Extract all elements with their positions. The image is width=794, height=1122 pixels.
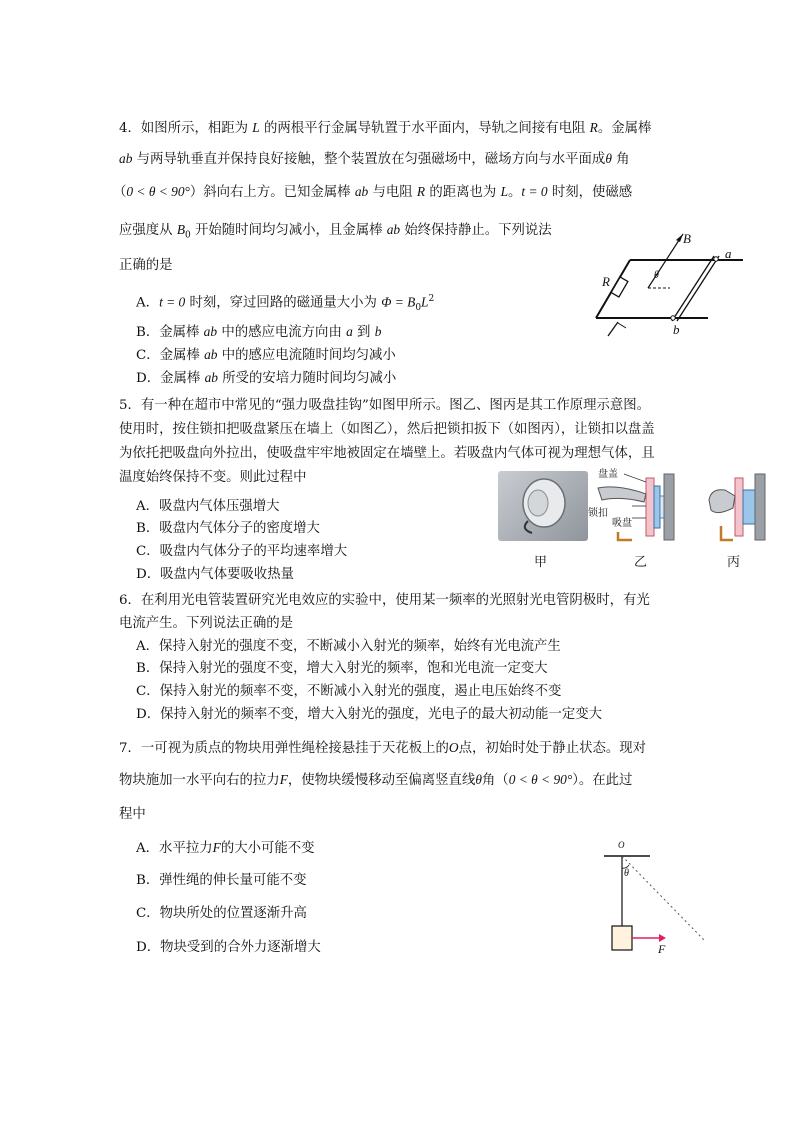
- label-R: R: [602, 274, 610, 289]
- q4-line-2: [119, 150, 630, 169]
- text: 点，初始时处于静止状态。现对: [458, 741, 647, 756]
- q4-option-a: [136, 290, 434, 317]
- caption-bing: 丙: [727, 555, 741, 570]
- hook-icon: [721, 526, 733, 540]
- block-icon: [612, 926, 632, 950]
- text: 。金属棒: [597, 121, 652, 136]
- label-buckle: 锁扣: [588, 508, 608, 519]
- text: A．水平拉力: [136, 841, 213, 856]
- q7-option-c: C．物块所处的位置逐渐升高: [136, 906, 307, 921]
- q7-option-b: B．弹性绳的伸长量可能不变: [136, 873, 307, 888]
- text: F: [212, 840, 221, 855]
- suction-diagram-yi: [588, 466, 698, 546]
- text: L: [500, 184, 509, 199]
- q4-option-d: [136, 369, 396, 388]
- resistor-icon: [611, 277, 628, 297]
- text: 中的感应电流随时间均匀减小: [217, 348, 396, 363]
- wall-icon: [755, 474, 765, 540]
- label-cover: 盘盖: [598, 469, 618, 480]
- caption-jia: 甲: [534, 555, 548, 570]
- text: L: [421, 294, 429, 310]
- text: 始终保持静止。下列说法: [400, 223, 552, 238]
- text: 所受的安培力随时间均匀减小: [217, 371, 397, 386]
- text: （: [113, 185, 127, 200]
- text: B．金属棒: [136, 325, 204, 340]
- q5-line-4: 温度始终保持不变。则此过程中: [119, 470, 307, 485]
- text: 2: [428, 294, 435, 304]
- text: 与电阻: [368, 185, 417, 200]
- text: ab: [203, 324, 218, 339]
- text: 0 < θ < 90°: [126, 184, 190, 199]
- text: ，使物块缓慢移动至偏离竖直线: [287, 773, 476, 788]
- text: 的两根平行金属导轨置于水平面内，导轨之间接有电阻: [259, 121, 590, 136]
- text: ab: [204, 347, 218, 362]
- text: ab: [354, 184, 369, 199]
- text: θ: [475, 772, 482, 787]
- q7-line-2: [119, 771, 632, 790]
- q6-line-1: 6．在利用光电管装置研究光电效应的实验中，使用某一频率的光照射光电管阴极时，有光: [119, 593, 650, 608]
- suction-hook-photo: [498, 471, 588, 541]
- text: 时刻，穿过回路的磁通量大小为: [185, 295, 382, 311]
- q4-line-3: [113, 183, 632, 202]
- caption-yi: 乙: [634, 555, 648, 570]
- label-b: b: [673, 322, 680, 337]
- text: 应强度从: [119, 223, 177, 238]
- hook-icon: [618, 532, 632, 540]
- q6-line-2: 电流产生。下列说法正确的是: [119, 616, 294, 631]
- q4-line-5: 正确的是: [119, 258, 173, 273]
- text: a: [346, 324, 353, 339]
- q7-option-d: D．物块受到的合外力逐渐增大: [136, 940, 321, 955]
- rail-tick: [618, 323, 626, 328]
- rail-extension: [608, 322, 618, 336]
- deflected-rope: [622, 856, 704, 940]
- text: 4．如图所示，相距为: [119, 121, 253, 136]
- label-theta: θ: [624, 868, 629, 879]
- q6-option-b: B．保持入射光的强度不变，增大入射光的频率，饱和光电流一定变大: [136, 661, 548, 676]
- q5-line-2: 使用时，按住锁扣把吸盘紧压在墙上（如图乙），然后把锁扣扳下（如图丙），让锁扣以盘盖: [119, 422, 655, 437]
- text: C．金属棒: [136, 348, 205, 363]
- q7-line-1: [119, 739, 646, 758]
- label-a: a: [725, 246, 732, 261]
- q5-line-1: 5．有一种在超市中常见的“强力吸盘挂钩”如图甲所示。图乙、图丙是其工作原理示意图。: [119, 398, 651, 413]
- text: b: [374, 324, 382, 339]
- force-arrow-head: [659, 934, 666, 942]
- label-F: F: [658, 942, 666, 956]
- label-B: B: [683, 231, 691, 246]
- text: 到: [352, 325, 375, 340]
- text: 0 < θ < 90°: [508, 772, 573, 787]
- rod-end-a: [714, 257, 718, 261]
- arrow-head-icon: [676, 234, 683, 242]
- lock-buckle-icon: [598, 487, 646, 502]
- q4-rail-figure: [588, 228, 758, 343]
- text: 角（: [481, 773, 509, 788]
- q6-option-a: A．保持入射光的强度不变，不断减小入射光的频率，始终有光电流产生: [136, 639, 561, 654]
- metal-rod: [672, 256, 714, 321]
- q5-option-c: C．吸盘内气体分子的平均速率增大: [136, 544, 348, 559]
- rod-end-b: [671, 316, 675, 320]
- text: ab: [204, 370, 218, 385]
- label-theta: θ: [654, 270, 659, 281]
- q5-line-3: 为依托把吸盘向外拉出，使吸盘牢牢地被固定在墙壁上。若吸盘内气体可视为理想气体，且: [119, 446, 655, 461]
- label-O: O: [618, 840, 625, 850]
- text: ab: [119, 151, 133, 166]
- q6-option-d: D．保持入射光的频率不变，增大入射光的强度，光电子的最大初动能一定变大: [136, 707, 603, 722]
- q4-option-b: [136, 323, 381, 342]
- text: R: [416, 184, 426, 199]
- text: D．金属棒: [136, 371, 205, 386]
- wall-icon: [664, 474, 674, 540]
- text: t = 0: [521, 184, 548, 199]
- text: t = 0: [159, 294, 186, 310]
- q4-line-1: [119, 119, 651, 138]
- lock-buckle-icon: [709, 490, 735, 513]
- q4-option-c: [136, 346, 396, 365]
- text: 0: [185, 230, 191, 241]
- text: 与两导轨垂直并保持良好接触，整个装置放在匀强磁场中，磁场方向与水平面成: [132, 152, 606, 167]
- text: ab: [386, 222, 401, 237]
- text: 的大小可能不变: [220, 841, 315, 856]
- q6-option-c: C．保持入射光的频率不变，不断减小入射光的强度，遏止电压始终不变: [136, 684, 562, 699]
- q5-option-a: A．吸盘内气体压强增大: [136, 499, 280, 514]
- text: ）。在此过: [572, 773, 633, 788]
- q4-line-4: [119, 221, 552, 245]
- text: 0: [415, 303, 422, 314]
- text: ）斜向右上方。已知金属棒: [189, 185, 355, 200]
- text: 物块施加一水平向右的拉力: [119, 773, 280, 788]
- text: 中的感应电流方向由: [217, 325, 347, 340]
- q7-line-3: 程中: [119, 807, 146, 822]
- q5-option-b: B．吸盘内气体分子的密度增大: [136, 521, 320, 536]
- text: R: [589, 120, 598, 135]
- label-cup: 吸盘: [612, 518, 632, 529]
- metal-rod-edge: [677, 256, 719, 321]
- text: 时刻，使磁感: [547, 185, 633, 200]
- q7-pendulum-figure: [598, 842, 713, 957]
- suction-diagram-bing: [703, 466, 783, 546]
- text: θ: [605, 151, 612, 166]
- text: 7．一可视为质点的物块用弹性绳栓接悬挂于天花板上的: [119, 741, 449, 756]
- text: A．: [136, 295, 160, 311]
- q7-option-a: [136, 839, 315, 858]
- text: 角: [611, 152, 630, 167]
- text: B: [176, 222, 186, 237]
- q5-option-d: D．吸盘内气体要吸收热量: [136, 567, 295, 582]
- text: F: [279, 772, 288, 787]
- text: Φ = B: [381, 294, 416, 310]
- text: L: [252, 120, 260, 135]
- text: O: [448, 740, 459, 755]
- text: 。: [508, 185, 522, 200]
- text: 的距离也为: [425, 185, 501, 200]
- text: 开始随时间均匀减小，且金属棒: [190, 223, 387, 238]
